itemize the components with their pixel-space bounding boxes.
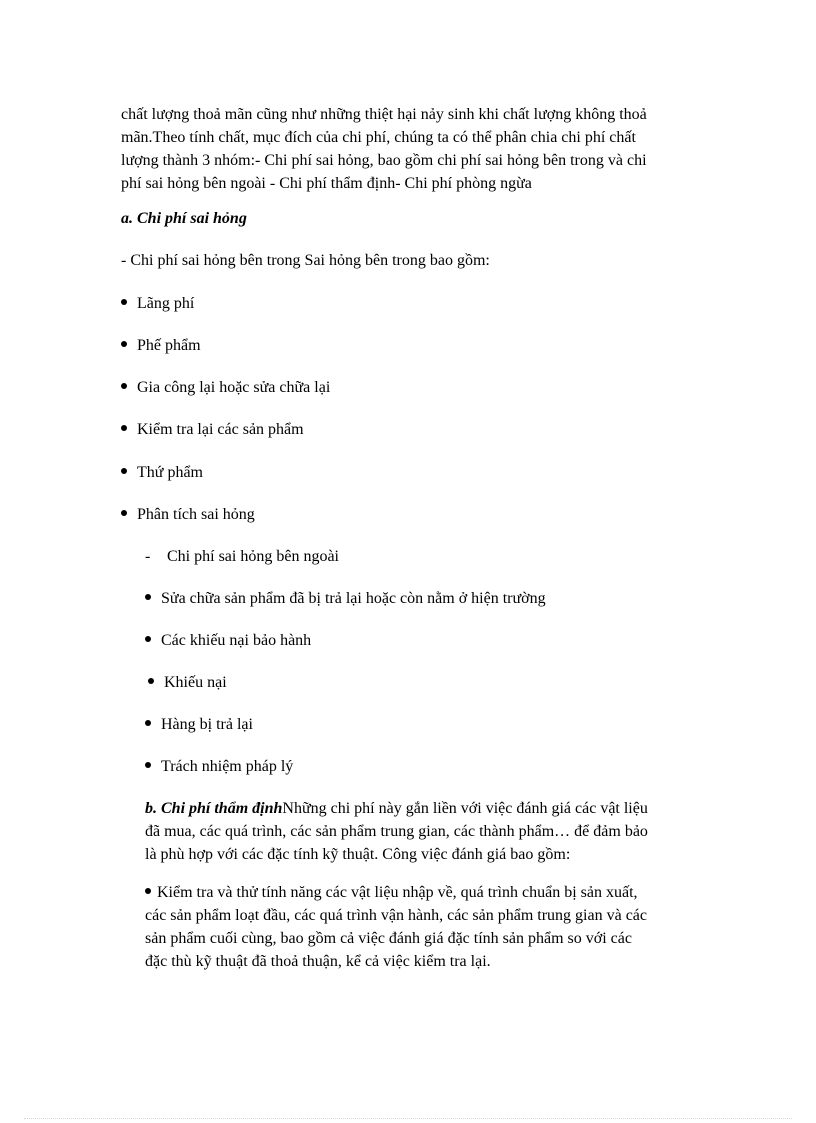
intro-line: chất lượng thoả mãn cũng như những thiệt hại nảy sinh khi chất lượng không thoả [121,106,647,123]
bullet-icon [145,720,151,726]
list-item-label: Trách nhiệm pháp lý [161,758,294,775]
bullet-icon [145,594,151,600]
list-item [145,629,311,652]
bullet-icon [145,636,151,642]
list-item-label: Hàng bị trả lại [161,716,253,733]
list-item [121,376,330,399]
list-item [145,755,293,778]
intro-line: lượng thành 3 nhóm:- Chi phí sai hỏng, bao gồm chi phí sai hỏng bên trong và chi [121,152,647,169]
list-item [121,292,194,315]
section-a-intro: - Chi phí sai hỏng bên trong Sai hỏng bên trong bao gồm: [121,252,490,269]
list-item [148,671,227,694]
bullet-icon [121,383,127,389]
list-item [121,418,304,441]
section-b-bullet-paragraph [145,881,705,973]
list-item [145,587,546,610]
list-item-label: Sửa chữa sản phẩm đã bị trả lại hoặc còn nằm ở hiện trường [161,590,546,607]
list-item-label: Phế phẩm [137,337,201,354]
list-item [121,503,255,526]
external-label: Chi phí sai hỏng bên ngoài [167,548,339,565]
bullet-icon [145,888,151,894]
section-b-heading: b. Chi phí thẩm định [145,800,283,817]
list-item-label: Gia công lại hoặc sửa chữa lại [137,379,331,396]
list-item-label: Thứ phẩm [137,464,203,481]
section-b-first-line-text: Những chi phí này gắn liền với việc đánh giá các vật liệu [282,800,648,817]
bullet-icon [121,341,127,347]
intro-paragraph [121,103,696,195]
list-item-label: Lãng phí [137,295,195,312]
bullet-icon [148,678,154,684]
section-a-heading: a. Chi phí sai hỏng [121,210,247,227]
list-item [121,334,201,357]
list-item-label: Các khiếu nại bảo hành [161,632,312,649]
bullet-icon [121,510,127,516]
section-b-line: đã mua, các quá trình, các sản phẩm trung gian, các thành phẩm… để đảm bảo [145,823,648,840]
section-b-bullet-line [145,881,705,904]
section-b-bullet-line: sản phẩm cuối cùng, bao gồm cả việc đánh giá đặc tính sản phẩm so với các [145,930,632,947]
page-bottom-divider [24,1118,792,1119]
dash-marker: - [145,548,151,565]
section-b-line: là phù hợp với các đặc tính kỹ thuật. Công việc đánh giá bao gồm: [145,846,571,863]
section-b-bullet-text: Kiểm tra và thử tính năng các vật liệu nhập về, quá trình chuẩn bị sản xuất, [157,884,638,901]
bullet-icon [145,762,151,768]
list-item [145,713,253,736]
section-b-bullet-line: đặc thù kỹ thuật đã thoả thuận, kể cả việc kiểm tra lại. [145,953,491,970]
list-item-label: Khiếu nại [164,674,227,691]
bullet-icon [121,468,127,474]
list-item-label: Phân tích sai hỏng [137,506,255,523]
section-b-bullet-line: các sản phẩm loạt đầu, các quá trình vận hành, các sản phẩm trung gian và các [145,907,648,924]
list-item-label: Kiểm tra lại các sản phẩm [137,421,304,438]
intro-line: mãn.Theo tính chất, mục đích của chi phí, chúng ta có thể phân chia chi phí chất [121,129,636,146]
external-heading [145,545,339,568]
list-item [121,461,203,484]
bullet-icon [121,299,127,305]
intro-line: phí sai hỏng bên ngoài - Chi phí thẩm định- Chi phí phòng ngừa [121,175,532,192]
section-b-paragraph [145,797,705,866]
bullet-icon [121,425,127,431]
section-b-first-line [145,797,705,820]
